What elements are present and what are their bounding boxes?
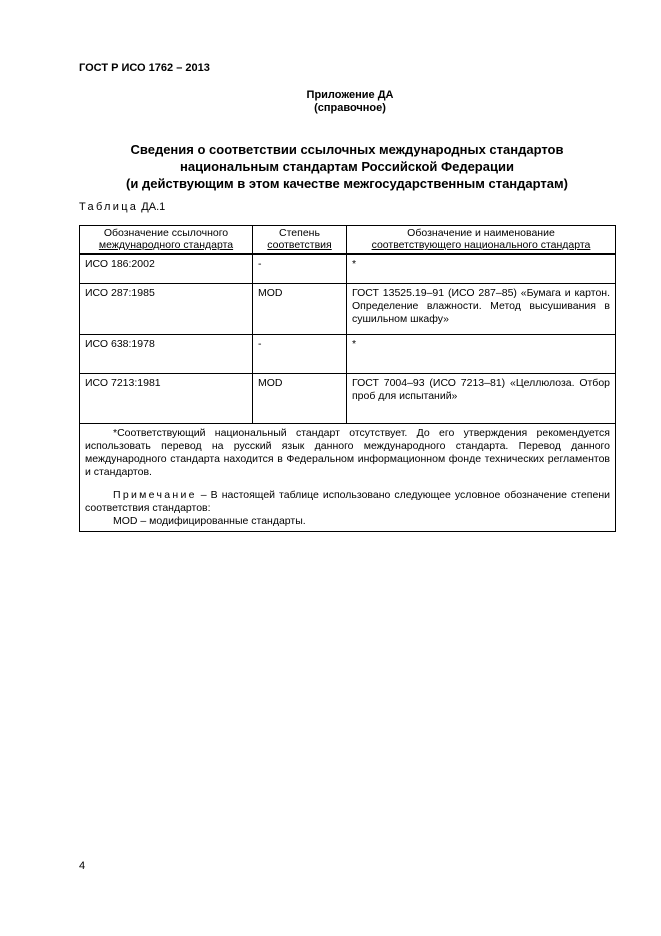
section-heading-line-1: Сведения о соответствии ссылочных международных стандартов <box>130 142 564 157</box>
international-standard-cell: ИСО 7213:1981 <box>80 373 253 423</box>
table-row <box>80 334 616 373</box>
note-paragraph <box>85 489 610 515</box>
national-standard-cell: ГОСТ 13525.19–91 (ИСО 287–85) «Бумага и картон. Определение влажности. Метод высушивания в сушильном шкафу» <box>347 283 616 334</box>
section-heading-line-3: (и действующим в этом качестве межгосударственным стандартам) <box>126 176 568 191</box>
international-standard-cell: ИСО 287:1985 <box>80 283 253 334</box>
table-caption-number: ДА.1 <box>138 201 166 213</box>
national-standard-cell: * <box>347 334 616 373</box>
standards-correspondence-table <box>79 225 616 532</box>
page-number: 4 <box>79 860 86 872</box>
table-notes-cell <box>80 423 616 531</box>
international-standard-cell: ИСО 638:1978 <box>80 334 253 373</box>
table-footer-row <box>80 423 616 531</box>
table-row <box>80 254 616 283</box>
national-standard-cell: * <box>347 254 616 283</box>
degree-cell: MOD <box>253 373 347 423</box>
table-header-row <box>80 226 616 255</box>
table-caption-word: Таблица <box>79 201 139 213</box>
note-label: Примечание <box>113 488 197 501</box>
degree-cell: - <box>253 254 347 283</box>
degree-cell: MOD <box>253 283 347 334</box>
degree-cell: - <box>253 334 347 373</box>
national-standard-cell: ГОСТ 7004–93 (ИСО 7213–81) «Целлюлоза. Отбор проб для испытаний» <box>347 373 616 423</box>
document-code: ГОСТ Р ИСО 1762 – 2013 <box>79 62 210 74</box>
column-header-degree <box>253 226 347 255</box>
column-header-international <box>80 226 253 255</box>
column-header-line: Степень <box>279 227 320 239</box>
table-row <box>80 283 616 334</box>
table-caption <box>79 201 165 213</box>
column-header-national <box>347 226 616 255</box>
column-header-line: Обозначение и наименование <box>407 227 555 239</box>
section-heading-line-2: национальным стандартам Российской Федерации <box>180 159 514 174</box>
footnote-text: *Соответствующий национальный стандарт отсутствует. До его утверждения рекомендуется использовать перевод на русский язык данного международного стандарта. Перевод данного международного стандарта находится в Федеральном информационном фонде технических регламентов и стандартов. <box>85 426 610 478</box>
annex-subtitle: (справочное) <box>314 102 386 114</box>
column-header-line: соответствующего национального стандарта <box>371 239 591 251</box>
column-header-line: Обозначение ссылочного <box>103 227 229 239</box>
international-standard-cell: ИСО 186:2002 <box>80 254 253 283</box>
annex-title: Приложение ДА <box>306 89 394 101</box>
note-text: – В настоящей таблице использовано следующее условное обозначение степени соответствия стандартов: <box>85 488 610 514</box>
note-mod-definition: MOD – модифицированные стандарты. <box>113 514 306 527</box>
table-row <box>80 373 616 423</box>
column-header-line: международного стандарта <box>98 239 234 251</box>
column-header-line: соответствия <box>267 239 332 251</box>
